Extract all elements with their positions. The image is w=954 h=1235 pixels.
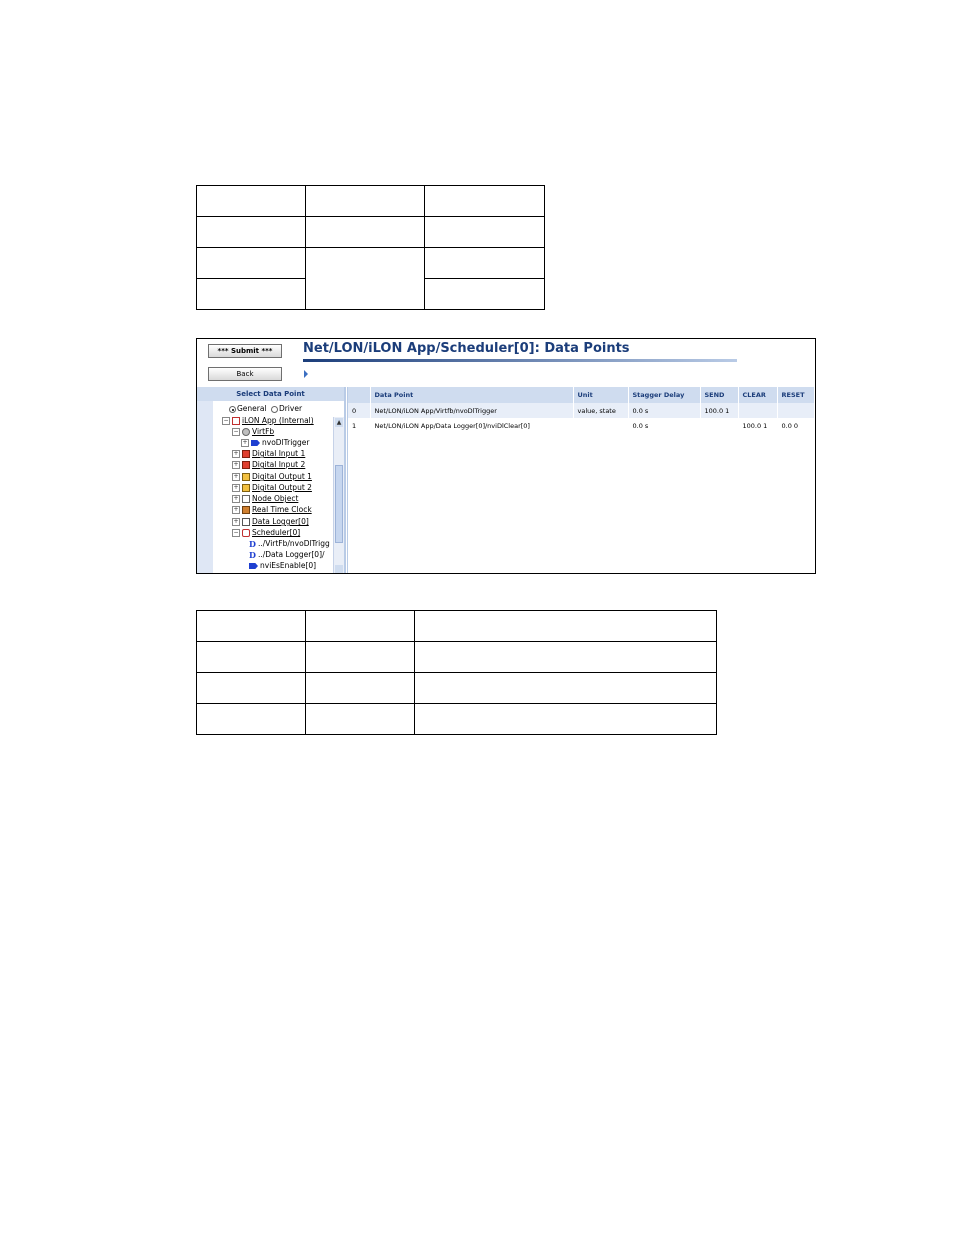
data-points-grid bbox=[347, 387, 814, 573]
tree-item-ilon-app[interactable] bbox=[222, 416, 314, 426]
digital-output-icon bbox=[242, 484, 250, 492]
scroll-up-icon[interactable]: ▲ bbox=[336, 419, 342, 426]
scroll-down-icon[interactable] bbox=[335, 565, 343, 573]
tree-item-label: iLON App (Internal) bbox=[242, 416, 314, 425]
expand-icon[interactable]: + bbox=[233, 495, 239, 502]
tree-item-label: nviEsEnable[0] bbox=[260, 561, 317, 570]
tree-item-label: VirtFb bbox=[252, 427, 275, 436]
tree-item-label: nvoDlTrigger bbox=[262, 438, 310, 447]
data-point-icon bbox=[251, 440, 260, 446]
row-index: 0 bbox=[348, 403, 370, 418]
cell-send: 100.0 1 bbox=[700, 403, 738, 418]
expand-icon[interactable]: + bbox=[233, 461, 239, 468]
tree-item-label: Data Logger[0] bbox=[252, 517, 309, 526]
tree-item-digital-input-2[interactable] bbox=[232, 460, 305, 470]
column-header-unit[interactable]: Unit bbox=[573, 387, 628, 403]
submit-button[interactable]: *** Submit *** bbox=[208, 344, 282, 358]
digital-output-icon bbox=[242, 473, 250, 481]
table-row bbox=[197, 611, 717, 642]
digital-input-icon bbox=[242, 461, 250, 469]
digital-input-icon bbox=[242, 450, 250, 458]
cell-unit: value, state bbox=[573, 403, 628, 418]
tree-item-node-object[interactable] bbox=[232, 494, 298, 504]
cell-clear: 100.0 1 bbox=[738, 418, 777, 433]
tree-item-label: Digital Input 1 bbox=[252, 449, 306, 458]
expand-icon[interactable]: + bbox=[233, 506, 239, 513]
functional-block-icon bbox=[242, 428, 250, 436]
title-underline bbox=[303, 359, 737, 362]
table-row bbox=[197, 673, 717, 704]
data-point-icon bbox=[249, 563, 258, 569]
column-header-clear[interactable]: CLEAR bbox=[738, 387, 777, 403]
table-row[interactable] bbox=[348, 403, 814, 418]
tree-item-scheduler[interactable] bbox=[232, 528, 300, 538]
radio-general[interactable] bbox=[229, 406, 236, 413]
cell-data-point: Net/LON/iLON App/Virtfb/nvoDlTrigger bbox=[370, 403, 573, 418]
expand-icon[interactable]: + bbox=[233, 473, 239, 480]
tree-item-real-time-clock[interactable] bbox=[232, 505, 312, 515]
tree-panel-header: Select Data Point bbox=[197, 387, 344, 401]
cell-stagger-delay: 0.0 s bbox=[628, 403, 700, 418]
node-object-icon bbox=[242, 495, 250, 503]
tree-item-label: ../Data Logger[0]/ bbox=[257, 550, 325, 559]
dp-link-icon: D bbox=[249, 550, 256, 560]
radio-general-label: General bbox=[237, 404, 267, 413]
expand-icon[interactable]: + bbox=[242, 439, 248, 446]
tree-item-label: ../VirtFb/nvoDlTrigg bbox=[257, 539, 330, 548]
dp-link-icon: D bbox=[249, 539, 256, 549]
tree-item-digital-output-2[interactable] bbox=[232, 483, 312, 493]
radio-driver[interactable] bbox=[271, 406, 278, 413]
cell-clear bbox=[738, 403, 777, 418]
row-index: 1 bbox=[348, 418, 370, 433]
column-header-send[interactable]: SEND bbox=[700, 387, 738, 403]
cell-stagger-delay: 0.0 s bbox=[628, 418, 700, 433]
cell-unit bbox=[573, 418, 628, 433]
tree-item-virtfb[interactable] bbox=[232, 427, 274, 437]
tree-item-dp-link-2[interactable] bbox=[249, 550, 325, 560]
tree-item-nviesenable[interactable] bbox=[249, 561, 316, 571]
table-row bbox=[197, 642, 717, 673]
page-title: Net/LON/iLON App/Scheduler[0]: Data Points bbox=[303, 341, 630, 356]
table-row[interactable] bbox=[348, 418, 814, 433]
collapse-icon[interactable]: − bbox=[233, 428, 239, 435]
empty-table-top bbox=[196, 185, 545, 310]
tree-item-dp-link-1[interactable] bbox=[249, 539, 330, 549]
tree-item-label: Digital Output 1 bbox=[252, 472, 312, 481]
expand-icon[interactable]: + bbox=[233, 450, 239, 457]
grid-header-row bbox=[348, 387, 814, 403]
tree-item-digital-output-1[interactable] bbox=[232, 472, 312, 482]
back-button[interactable]: Back bbox=[208, 367, 282, 381]
expand-icon[interactable]: + bbox=[233, 518, 239, 525]
cell-reset: 0.0 0 bbox=[777, 418, 814, 433]
tree-item-label: Node Object bbox=[252, 494, 299, 503]
tree-item-digital-input-1[interactable] bbox=[232, 449, 305, 459]
cell-send bbox=[700, 418, 738, 433]
data-point-tree-panel bbox=[197, 387, 346, 573]
screenshot-figure bbox=[196, 338, 816, 574]
column-header-stagger-delay[interactable]: Stagger Delay bbox=[628, 387, 700, 403]
table-row bbox=[197, 217, 545, 248]
view-mode-radios bbox=[229, 404, 302, 414]
column-header-reset[interactable]: RESET bbox=[777, 387, 814, 403]
app-icon bbox=[232, 417, 240, 425]
empty-table-bottom bbox=[196, 610, 717, 735]
radio-driver-label: Driver bbox=[278, 404, 303, 413]
clock-icon bbox=[242, 506, 250, 514]
column-header-index bbox=[348, 387, 370, 403]
tree-left-strip bbox=[197, 401, 213, 573]
scroll-thumb[interactable] bbox=[335, 465, 343, 543]
expand-arrow-icon[interactable] bbox=[304, 370, 308, 378]
column-header-data-point[interactable]: Data Point bbox=[370, 387, 573, 403]
cell-reset bbox=[777, 403, 814, 418]
tree-item-nvodltrigger[interactable] bbox=[241, 438, 310, 448]
table-row bbox=[197, 704, 717, 735]
tree-item-label: Digital Input 2 bbox=[252, 460, 306, 469]
expand-icon[interactable]: + bbox=[233, 484, 239, 491]
collapse-icon[interactable]: − bbox=[223, 417, 229, 424]
tree-item-label: Digital Output 2 bbox=[252, 483, 312, 492]
cell-data-point: Net/LON/iLON App/Data Logger[0]/nviDlClear[0] bbox=[370, 418, 573, 433]
table-row bbox=[197, 248, 545, 279]
tree-item-label: Scheduler[0] bbox=[252, 528, 301, 537]
tree-item-label: Real Time Clock bbox=[252, 505, 312, 514]
collapse-icon[interactable]: − bbox=[233, 529, 239, 536]
table-row bbox=[197, 186, 545, 217]
data-logger-icon bbox=[242, 518, 250, 526]
tree-scrollbar[interactable] bbox=[333, 417, 344, 573]
scheduler-icon bbox=[242, 529, 250, 537]
tree-item-data-logger[interactable] bbox=[232, 517, 309, 527]
